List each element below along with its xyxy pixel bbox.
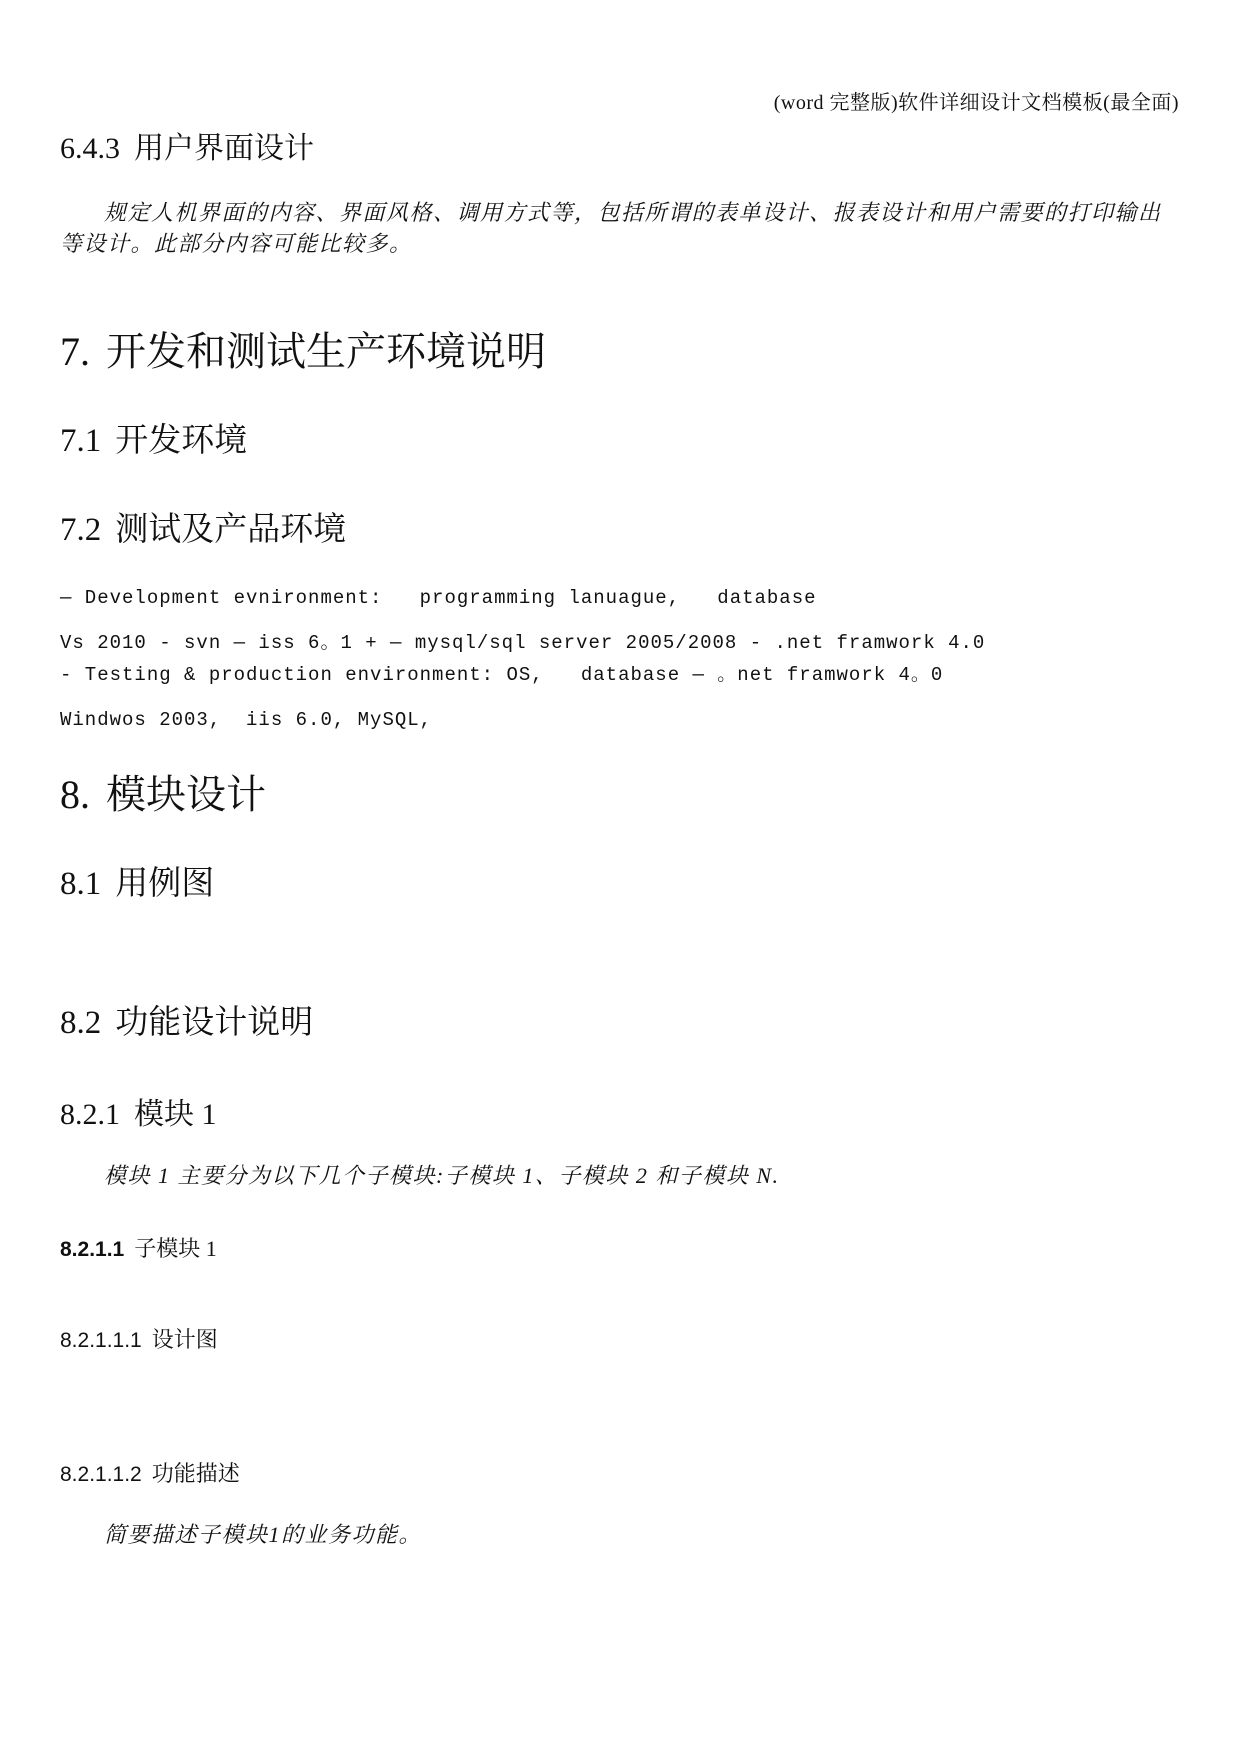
heading-8 xyxy=(60,771,266,819)
heading-6-4-3 xyxy=(60,131,314,167)
heading-title: 用例图 xyxy=(115,866,215,902)
heading-8-2-1 xyxy=(60,1097,217,1133)
environment-line: Vs 2010 - svn — iss 6。1 + — mysql/sql server 2005/2008 - .net framwork 4.0 xyxy=(60,632,986,654)
heading-title: 用户界面设计 xyxy=(134,132,314,165)
heading-title: 模块设计 xyxy=(106,772,266,817)
heading-number: 7. xyxy=(60,329,90,374)
heading-number: 8.2.1 xyxy=(60,1098,120,1131)
heading-number: 7.2 xyxy=(60,512,102,548)
heading-title: 模块 1 xyxy=(134,1098,217,1131)
paragraph-line: 规定人机界面的内容、界面风格、调用方式等，包括所谓的表单设计、报表设计和用户需要的打印输出 xyxy=(104,200,1162,225)
running-header: (word 完整版)软件详细设计文档模板(最全面) xyxy=(773,92,1179,114)
heading-number: 8.2 xyxy=(60,1005,102,1041)
heading-title: 设计图 xyxy=(151,1327,218,1352)
heading-8-2-1-1-2 xyxy=(60,1461,240,1487)
heading-title: 测试及产品环境 xyxy=(115,512,347,548)
heading-7 xyxy=(60,328,546,376)
heading-7-2 xyxy=(60,511,346,551)
heading-number: 7.1 xyxy=(60,423,102,459)
heading-number: 8.1 xyxy=(60,866,102,902)
heading-8-2 xyxy=(60,1004,313,1044)
heading-8-2-1-1-1 xyxy=(60,1327,218,1353)
paragraph-line: 简要描述子模块1的业务功能。 xyxy=(104,1522,423,1547)
heading-title: 功能设计说明 xyxy=(115,1005,314,1041)
heading-7-1 xyxy=(60,422,247,462)
heading-8-1 xyxy=(60,865,214,905)
heading-number: 8. xyxy=(60,772,90,817)
heading-title: 功能描述 xyxy=(151,1461,240,1486)
heading-number: 6.4.3 xyxy=(60,132,120,165)
heading-number: 8.2.1.1 xyxy=(60,1238,125,1261)
heading-8-2-1-1 xyxy=(60,1236,217,1262)
paragraph-line: 模块 1 主要分为以下几个子模块:子模块 1、子模块 2 和子模块 N. xyxy=(104,1163,780,1188)
heading-title: 开发环境 xyxy=(115,423,248,459)
environment-line: — Development evnironment: programming lanuague, database xyxy=(60,587,817,609)
heading-number: 8.2.1.1.1 xyxy=(60,1329,142,1352)
paragraph-line: 等设计。此部分内容可能比较多。 xyxy=(60,231,413,256)
heading-title: 开发和测试生产环境说明 xyxy=(106,329,546,374)
heading-title: 子模块 1 xyxy=(134,1236,217,1261)
environment-line: - Testing & production environment: OS, database — 。net framwork 4。0 xyxy=(60,664,944,686)
heading-number: 8.2.1.1.2 xyxy=(60,1463,142,1486)
environment-line: Windwos 2003, iis 6.0, MySQL, xyxy=(60,709,433,731)
